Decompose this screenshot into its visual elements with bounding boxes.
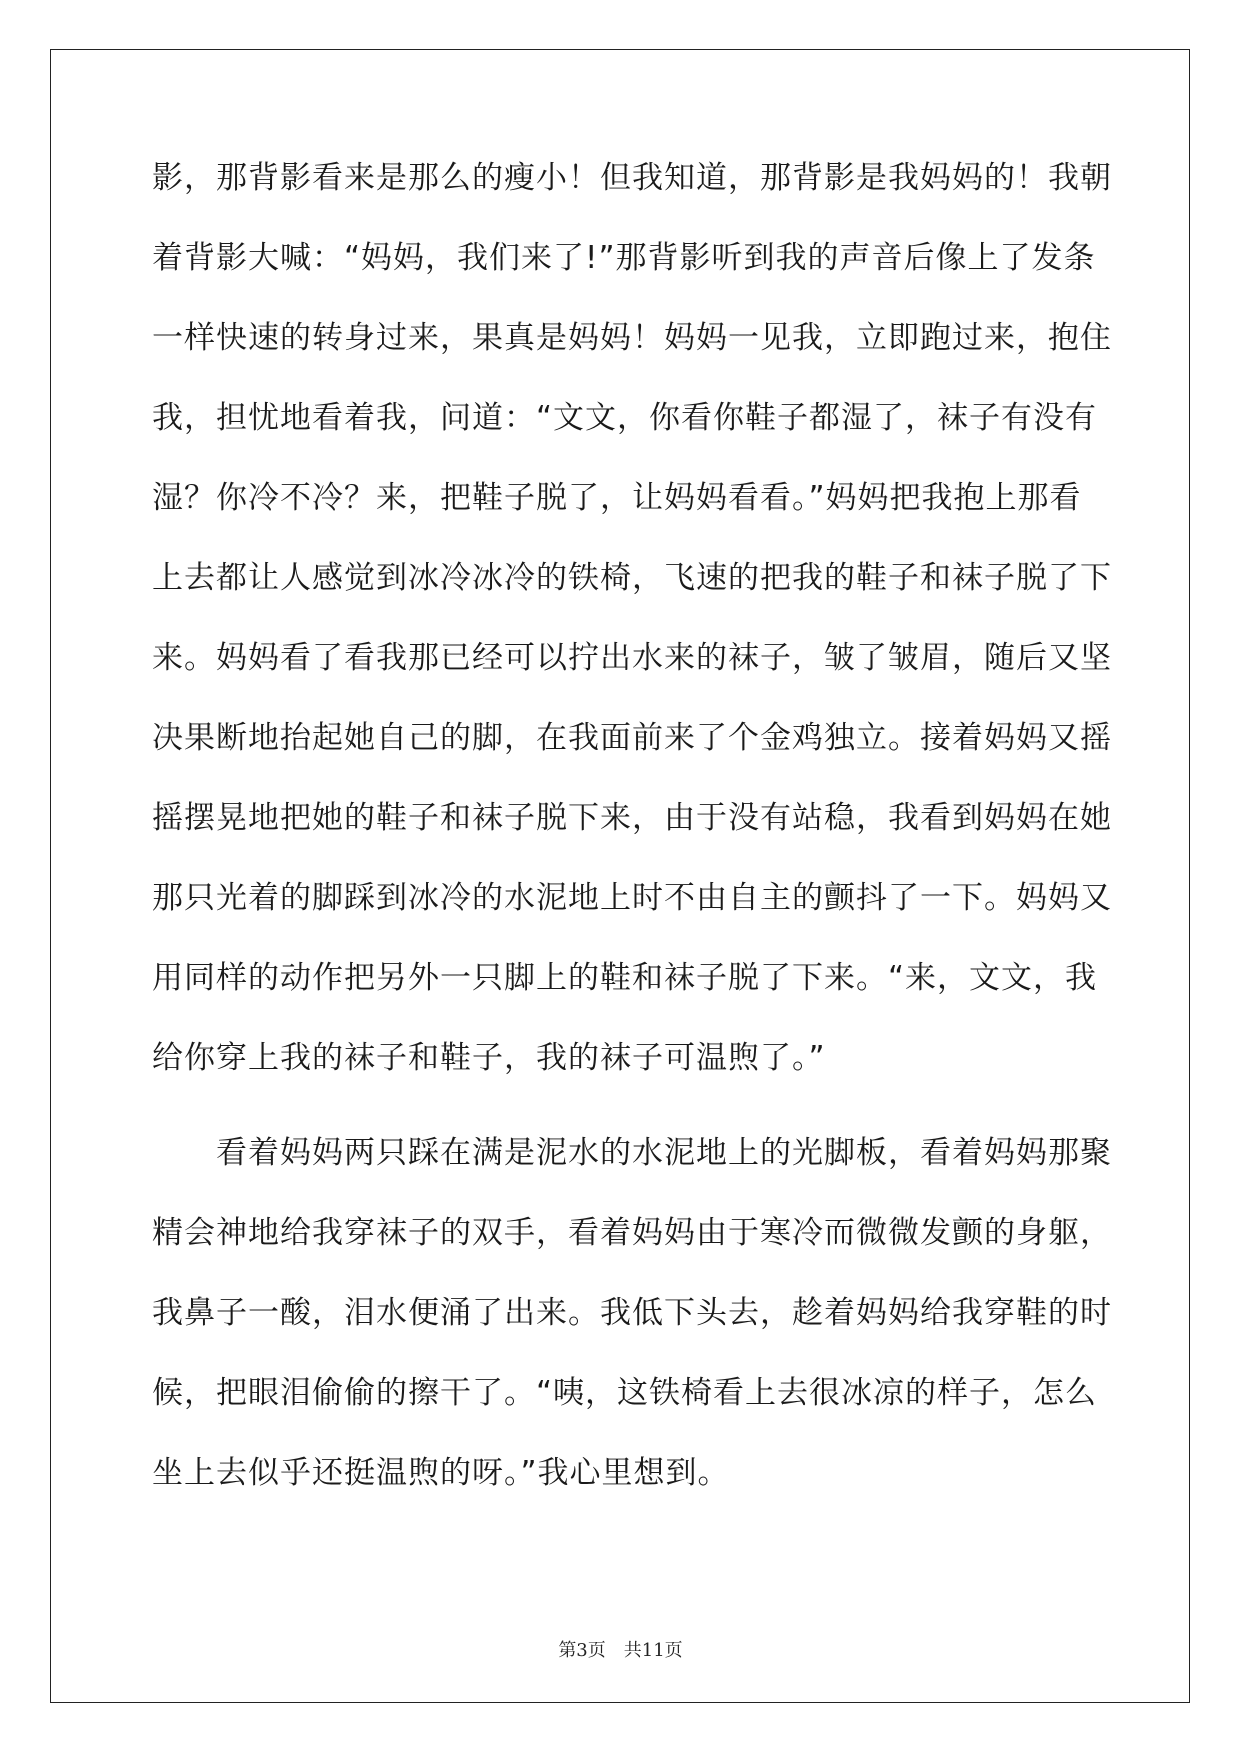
text-line: 候，把眼泪偷偷的擦干了。“咦，这铁椅看上去很冰凉的样子，怎么 — [152, 1375, 1098, 1411]
text-line: 坐上去似乎还挺温煦的呀。”我心里想到。 — [152, 1455, 730, 1491]
document-body — [152, 158, 1112, 1533]
text-line: 湿？你冷不冷？来，把鞋子脱了，让妈妈看看。”妈妈把我抱上那看 — [152, 480, 1082, 516]
text-line: 着背影大喊：“妈妈，我们来了!”那背影听到我的声音后像上了发条 — [152, 240, 1096, 276]
page-number-footer: 第3页 共11页 — [558, 1640, 683, 1661]
text-line: 用同样的动作把另外一只脚上的鞋和袜子脱了下来。“来，文文，我 — [152, 960, 1098, 996]
paragraph-1 — [152, 158, 1112, 1118]
text-line: 上去都让人感觉到冰冷冰冷的铁椅，飞速的把我的鞋子和袜子脱了下 — [152, 560, 1112, 596]
text-line: 决果断地抬起她自己的脚，在我面前来了个金鸡独立。接着妈妈又摇 — [152, 720, 1112, 756]
text-line: 我，担忧地看着我，问道：“文文，你看你鞋子都湿了，袜子有没有 — [152, 400, 1098, 436]
text-line: 精会神地给我穿袜子的双手，看着妈妈由于寒冷而微微发颤的身躯， — [152, 1215, 1112, 1251]
paragraph-2 — [152, 1133, 1112, 1533]
text-line: 给你穿上我的袜子和鞋子，我的袜子可温煦了。” — [152, 1040, 826, 1076]
text-line: 一样快速的转身过来，果真是妈妈！妈妈一见我，立即跑过来，抱住 — [152, 320, 1112, 356]
text-line: 那只光着的脚踩到冰冷的水泥地上时不由自主的颤抖了一下。妈妈又 — [152, 880, 1112, 916]
text-line: 来。妈妈看了看我那已经可以拧出水来的袜子，皱了皱眉，随后又坚 — [152, 640, 1112, 676]
text-line: 影，那背影看来是那么的瘦小！但我知道，那背影是我妈妈的！我朝 — [152, 160, 1112, 196]
text-line: 看着妈妈两只踩在满是泥水的水泥地上的光脚板，看着妈妈那聚 — [152, 1135, 1112, 1171]
text-line: 我鼻子一酸，泪水便涌了出来。我低下头去，趁着妈妈给我穿鞋的时 — [152, 1295, 1112, 1331]
text-line: 摇摆晃地把她的鞋子和袜子脱下来，由于没有站稳，我看到妈妈在她 — [152, 800, 1112, 836]
